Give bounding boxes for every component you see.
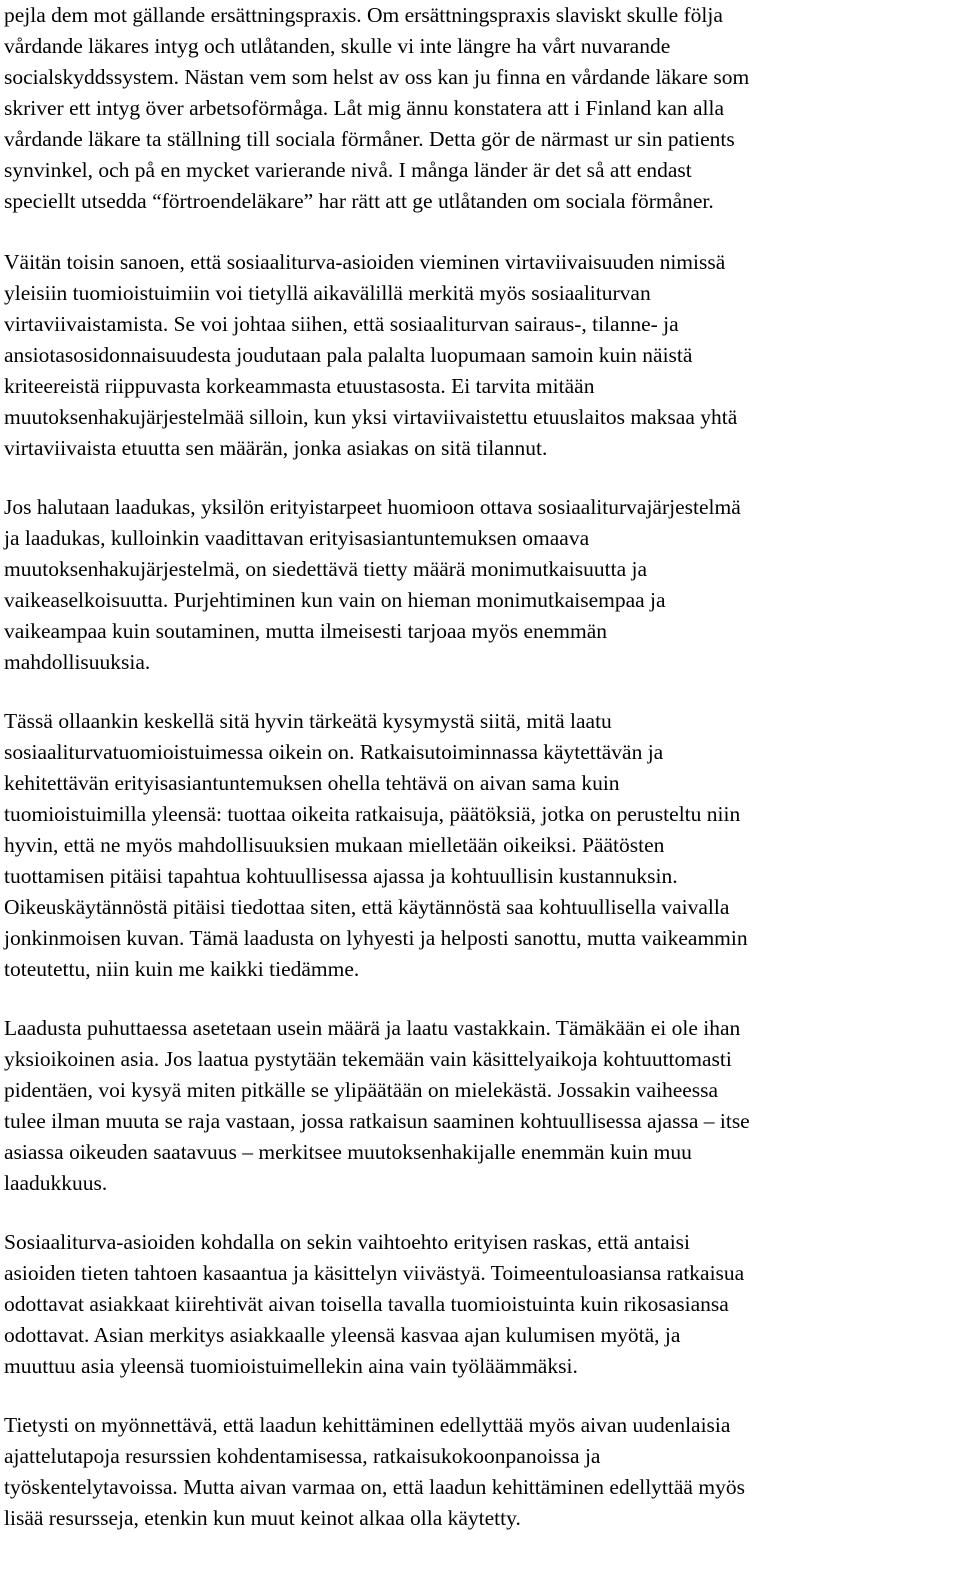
text-line: Väitän toisin sanoen, että sosiaaliturva-asioiden vieminen virtaviivaisuuden nimissä (4, 250, 726, 274)
text-line: muutoksenhakujärjestelmää silloin, kun yksi virtaviivaistettu etuuslaitos maksaa yhtä (4, 405, 738, 429)
text-line: vaikeaselkoisuutta. Purjehtiminen kun vain on hieman monimutkaisempaa ja (4, 588, 666, 612)
text-line: sosiaaliturvatuomioistuimessa oikein on. Ratkaisutoiminnassa käytettävän ja (4, 740, 664, 764)
text-line: socialskyddssystem. Nästan vem som helst av oss kan ju finna en vårdande läkare som (4, 65, 750, 89)
text-line: pidentäen, voi kysyä miten pitkälle se ylipäätään on mielekästä. Jossakin vaiheessa (4, 1078, 719, 1102)
text-line: tuottamisen pitäisi tapahtua kohtuullisessa ajassa ja kohtuullisin kustannuksin. (4, 864, 678, 888)
text-line: laadukkuus. (4, 1171, 108, 1195)
text-line: virtaviivaistamista. Se voi johtaa siihen, että sosiaaliturvan sairaus-, tilanne- ja (4, 312, 679, 336)
text-line: toteutettu, niin kuin me kaikki tiedämme. (4, 957, 360, 981)
text-line: muutoksenhakujärjestelmä, on siedettävä tietty määrä monimutkaisuutta ja (4, 557, 648, 581)
text-line: speciellt utsedda “förtroendeläkare” har rätt att ge utlåtanden om sociala förmåner. (4, 189, 714, 213)
text-line: lisää resursseja, etenkin kun muut keinot alkaa olla käytetty. (4, 1506, 521, 1530)
paragraph-1 (4, 0, 948, 217)
text-line: asioiden tieten tahtoen kasaantua ja käsittelyn viivästyä. Toimeentuloasiansa ratkaisua (4, 1261, 745, 1285)
paragraph-2 (4, 247, 948, 464)
text-line: kehitettävän erityisasiantuntemuksen ohella tehtävä on aivan sama kuin (4, 771, 620, 795)
text-line: vårdande läkare ta ställning till sociala förmåner. Detta gör de närmast ur sin patients (4, 127, 735, 151)
text-line: tulee ilman muuta se raja vastaan, jossa ratkaisun saaminen kohtuullisessa ajassa – itse (4, 1109, 750, 1133)
paragraph-4 (4, 706, 948, 985)
text-line: jonkinmoisen kuvan. Tämä laadusta on lyhyesti ja helposti sanottu, mutta vaikeammin (4, 926, 748, 950)
text-line: vaikeampaa kuin soutaminen, mutta ilmeisesti tarjoaa myös enemmän (4, 619, 608, 643)
text-line: ajattelutapoja resurssien kohdentamisessa, ratkaisukokoonpanoissa ja (4, 1444, 601, 1468)
paragraph-5 (4, 1013, 948, 1199)
text-line: yksioikoinen asia. Jos laatua pystytään tekemään vain käsittelyaikoja kohtuuttomasti (4, 1047, 732, 1071)
text-line: synvinkel, och på en mycket varierande nivå. I många länder är det så att endast (4, 158, 692, 182)
text-line: Jos halutaan laadukas, yksilön erityistarpeet huomioon ottava sosiaaliturvajärjestelmä (4, 495, 741, 519)
paragraph-7 (4, 1410, 948, 1534)
text-line: vårdande läkares intyg och utlåtanden, skulle vi inte längre ha vårt nuvarande (4, 34, 671, 58)
text-line: Laadusta puhuttaessa asetetaan usein määrä ja laatu vastakkain. Tämäkään ei ole ihan (4, 1016, 741, 1040)
text-line: pejla dem mot gällande ersättningspraxis. Om ersättningspraxis slaviskt skulle följa (4, 3, 723, 27)
paragraph-6 (4, 1227, 948, 1382)
text-line: mahdollisuuksia. (4, 650, 151, 674)
text-line: työskentelytavoissa. Mutta aivan varmaa on, että laadun kehittäminen edellyttää myös (4, 1475, 745, 1499)
text-line: Oikeuskäytännöstä pitäisi tiedottaa siten, että käytännöstä saa kohtuullisella vaivalla (4, 895, 730, 919)
text-line: kriteereistä riippuvasta korkeammasta etuustasosta. Ei tarvita mitään (4, 374, 595, 398)
text-line: Tässä ollaankin keskellä sitä hyvin tärkeätä kysymystä siitä, mitä laatu (4, 709, 612, 733)
text-line: yleisiin tuomioistuimiin voi tietyllä aikavälillä merkitä myös sosiaaliturvan (4, 281, 651, 305)
text-line: ja laadukas, kulloinkin vaadittavan erityisasiantuntemuksen omaava (4, 526, 590, 550)
paragraph-3 (4, 492, 948, 678)
text-line: odottavat. Asian merkitys asiakkaalle yleensä kasvaa ajan kulumisen myötä, ja (4, 1323, 681, 1347)
text-line: muuttuu asia yleensä tuomioistuimellekin aina vain työläämmäksi. (4, 1354, 578, 1378)
text-line: hyvin, että ne myös mahdollisuuksien mukaan mielletään oikeiksi. Päätösten (4, 833, 665, 857)
text-line: ansiotasosidonnaisuudesta joudutaan pala palalta luopumaan samoin kuin näistä (4, 343, 693, 367)
text-line: Sosiaaliturva-asioiden kohdalla on sekin vaihtoehto erityisen raskas, että antaisi (4, 1230, 691, 1254)
text-line: tuomioistuimilla yleensä: tuottaa oikeita ratkaisuja, päätöksiä, jotka on perusteltu niin (4, 802, 741, 826)
text-line: asiassa oikeuden saatavuus – merkitsee muutoksenhakijalle enemmän kuin muu (4, 1140, 692, 1164)
document-page (4, 0, 948, 1562)
text-line: virtaviivaista etuutta sen määrän, jonka asiakas on sitä tilannut. (4, 436, 548, 460)
text-line: skriver ett intyg över arbetsoförmåga. Låt mig ännu konstatera att i Finland kan alla (4, 96, 725, 120)
text-line: Tietysti on myönnettävä, että laadun kehittäminen edellyttää myös aivan uudenlaisia (4, 1413, 731, 1437)
text-line: odottavat asiakkaat kiirehtivät aivan toisella tavalla tuomioistuinta kuin rikosasiansa (4, 1292, 729, 1316)
